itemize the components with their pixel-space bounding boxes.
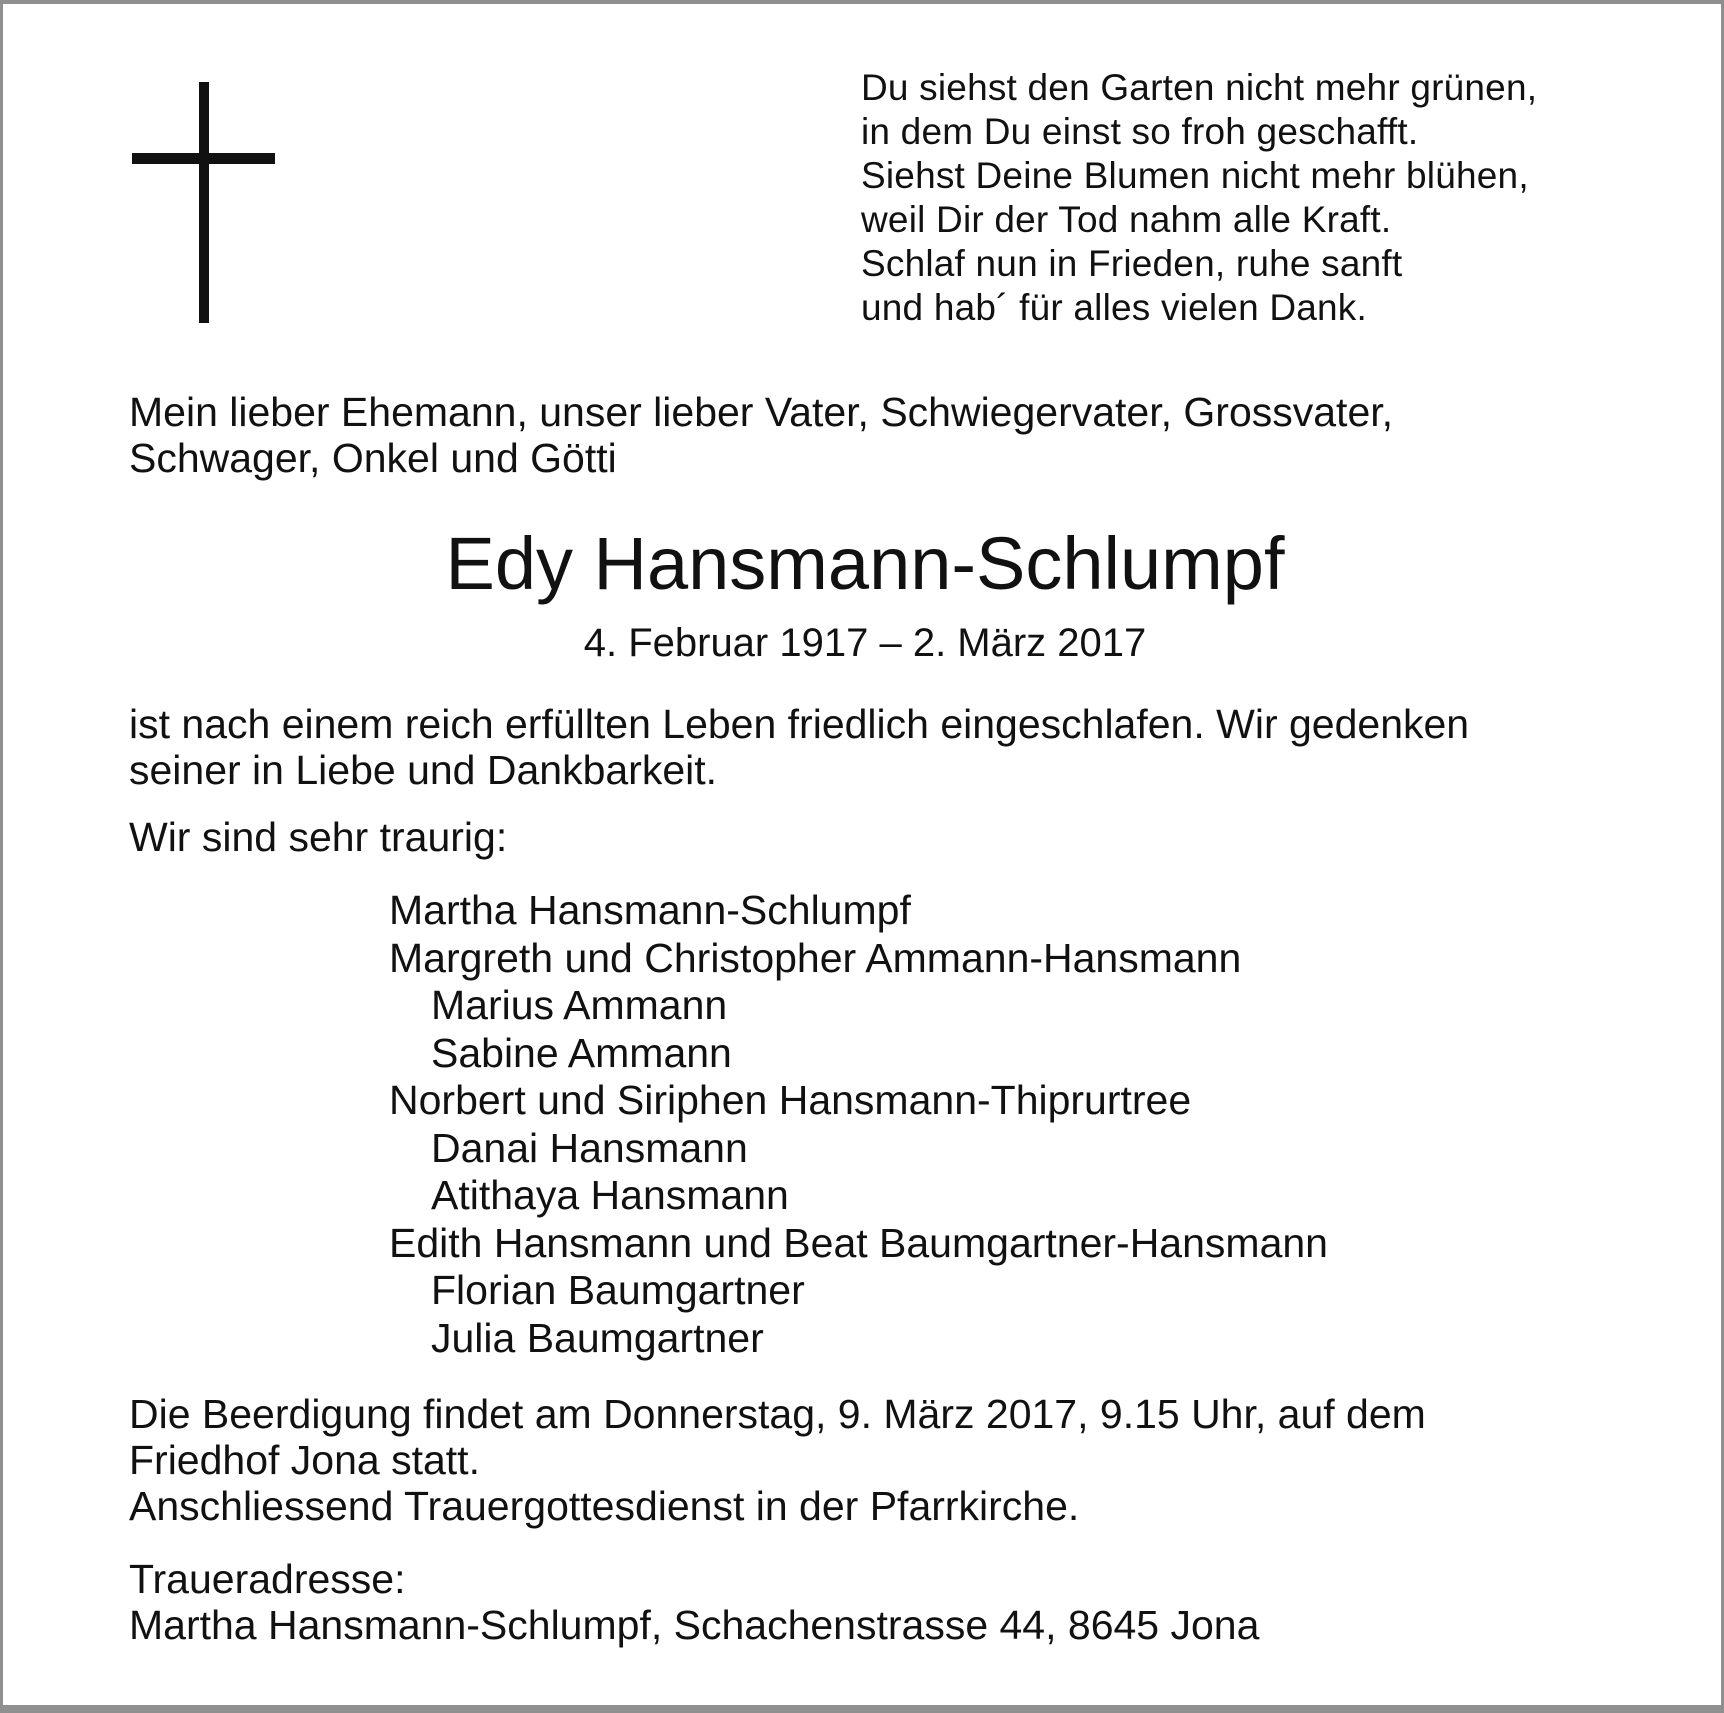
body-line: ist nach einem reich erfüllten Leben friedlich eingeschlafen. Wir gedenken <box>129 701 1470 747</box>
poem <box>861 66 1537 330</box>
body-text <box>129 701 1469 793</box>
mourner-child: Marius Ammann <box>431 982 728 1028</box>
mourner-child: Julia Baumgartner <box>431 1314 764 1361</box>
mourner: Margreth und Christopher Ammann-Hansmann <box>389 934 1242 981</box>
funeral-line: Friedhof Jona statt. <box>129 1437 480 1483</box>
intro-text <box>129 389 1393 481</box>
mourner-child: Danai Hansmann <box>431 1124 748 1171</box>
mourner-child: Sabine Ammann <box>431 1029 732 1076</box>
poem-line: Schlaf nun in Frieden, ruhe sanft <box>861 243 1403 284</box>
cross-vertical-bar <box>199 82 209 323</box>
address-value: Martha Hansmann-Schlumpf, Schachenstrasse 44, 8645 Jona <box>129 1602 1260 1648</box>
poem-line: Du siehst den Garten nicht mehr grünen, <box>861 67 1538 108</box>
cross-horizontal-bar <box>132 153 275 164</box>
funeral-line: Anschliessend Trauergottesdienst in der Pfarrkirche. <box>129 1483 1080 1529</box>
mourning-address <box>129 1556 1259 1648</box>
deceased-name: Edy Hansmann-Schlumpf <box>445 522 1285 605</box>
address-label: Traueradresse: <box>129 1556 406 1602</box>
intro-line: Schwager, Onkel und Götti <box>129 435 617 481</box>
mourner: Norbert und Siriphen Hansmann-Thiprurtree <box>389 1077 1192 1123</box>
mourner: Martha Hansmann-Schlumpf <box>389 887 911 933</box>
mourning-intro: Wir sind sehr traurig: <box>129 814 508 860</box>
mourners-list <box>389 887 1328 1362</box>
mourner: Edith Hansmann und Beat Baumgartner-Hansmann <box>389 1219 1328 1266</box>
poem-line: und hab´ für alles vielen Dank. <box>861 287 1367 328</box>
intro-line: Mein lieber Ehemann, unser lieber Vater, Schwiegervater, Grossvater, <box>129 389 1394 435</box>
funeral-line: Die Beerdigung findet am Donnerstag, 9. März 2017, 9.15 Uhr, auf dem <box>129 1391 1426 1437</box>
poem-line: weil Dir der Tod nahm alle Kraft. <box>861 199 1392 240</box>
poem-line: Siehst Deine Blumen nicht mehr blühen, <box>861 155 1529 196</box>
poem-line: in dem Du einst so froh geschafft. <box>861 111 1419 152</box>
funeral-info <box>129 1391 1426 1529</box>
body-line: seiner in Liebe und Dankbarkeit. <box>129 747 718 793</box>
mourner-child: Florian Baumgartner <box>431 1267 805 1313</box>
life-dates: 4. Februar 1917 – 2. März 2017 <box>583 621 1147 665</box>
mourner-child: Atithaya Hansmann <box>431 1172 789 1218</box>
